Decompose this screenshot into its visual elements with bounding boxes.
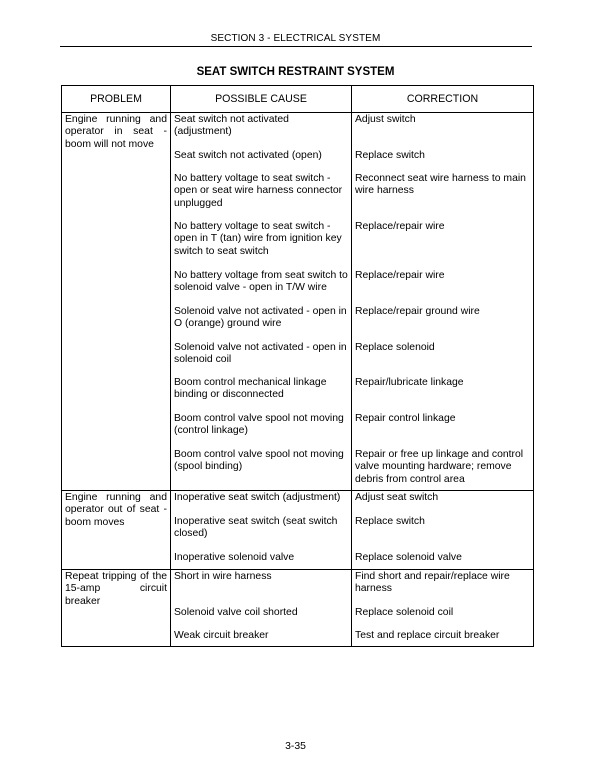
correction-cell xyxy=(352,570,534,647)
correction-text: Replace switch xyxy=(355,150,425,161)
problem-cell: Engine running and operator out of seat - boom moves xyxy=(62,491,171,570)
cause-text: Boom control mechanical linkage binding or disconnected xyxy=(174,377,327,401)
cause-text: Seat switch not activated (adjustment) xyxy=(174,114,289,138)
cause-text: Solenoid valve coil shorted xyxy=(174,607,298,618)
cause-text: Seat switch not activated (open) xyxy=(174,150,322,161)
document-title: SEAT SWITCH RESTRAINT SYSTEM xyxy=(196,66,395,78)
correction-text: Repair control linkage xyxy=(355,413,456,424)
correction-text: Reconnect seat wire harness to main wire harness xyxy=(355,173,526,197)
table-row xyxy=(62,570,534,647)
cause-text: Solenoid valve not activated - open in solenoid coil xyxy=(174,342,347,366)
cause-text: No battery voltage to seat switch - open in T (tan) wire from ignition key switch to seat switch xyxy=(174,221,342,257)
cause-cell xyxy=(171,113,352,491)
header-rule xyxy=(60,46,532,47)
column-header-problem: PROBLEM xyxy=(62,86,171,113)
correction-text: Replace switch xyxy=(355,516,425,527)
cause-text: Boom control valve spool not moving (control linkage) xyxy=(174,413,344,437)
column-header-correction: CORRECTION xyxy=(352,86,534,113)
cause-text: No battery voltage from seat switch to solenoid valve - open in T/W wire xyxy=(174,270,348,294)
correction-text: Replace solenoid valve xyxy=(355,552,462,563)
table-row xyxy=(62,113,534,491)
correction-text: Replace solenoid xyxy=(355,342,435,353)
cause-text: Inoperative solenoid valve xyxy=(174,552,295,563)
column-header-cause: POSSIBLE CAUSE xyxy=(171,86,352,113)
correction-text: Repair or free up linkage and control valve mounting hardware; remove debris from control area xyxy=(355,449,524,485)
problem-cell: Engine running and operator in seat - boom will not move xyxy=(62,113,171,491)
table-row xyxy=(62,491,534,570)
correction-cell xyxy=(352,113,534,491)
cause-text: Weak circuit breaker xyxy=(174,630,269,641)
correction-cell xyxy=(352,491,534,570)
problem-cell: Repeat tripping of the 15-amp circuit breaker xyxy=(62,570,171,647)
correction-text: Repair/lubricate linkage xyxy=(355,377,464,388)
correction-text: Replace/repair wire xyxy=(355,221,445,232)
page-number: 3-35 xyxy=(285,741,306,752)
correction-text: Find short and repair/replace wire harness xyxy=(355,571,510,595)
cause-text: Inoperative seat switch (adjustment) xyxy=(174,492,341,503)
cause-text: Short in wire harness xyxy=(174,571,272,582)
table-header-row xyxy=(62,86,534,113)
troubleshooting-table xyxy=(61,85,534,647)
cause-cell xyxy=(171,491,352,570)
correction-text: Test and replace circuit breaker xyxy=(355,630,500,641)
cause-text: Boom control valve spool not moving (spool binding) xyxy=(174,449,344,473)
correction-text: Replace solenoid coil xyxy=(355,607,454,618)
correction-text: Adjust switch xyxy=(355,114,416,125)
correction-text: Replace/repair wire xyxy=(355,270,445,281)
correction-text: Replace/repair ground wire xyxy=(355,306,480,317)
cause-text: No battery voltage to seat switch - open or seat wire harness connector unplugged xyxy=(174,173,343,209)
section-header: SECTION 3 - ELECTRICAL SYSTEM xyxy=(210,33,381,44)
cause-text: Inoperative seat switch (seat switch closed) xyxy=(174,516,338,540)
cause-cell xyxy=(171,570,352,647)
correction-text: Adjust seat switch xyxy=(355,492,439,503)
cause-text: Solenoid valve not activated - open in O (orange) ground wire xyxy=(174,306,347,330)
